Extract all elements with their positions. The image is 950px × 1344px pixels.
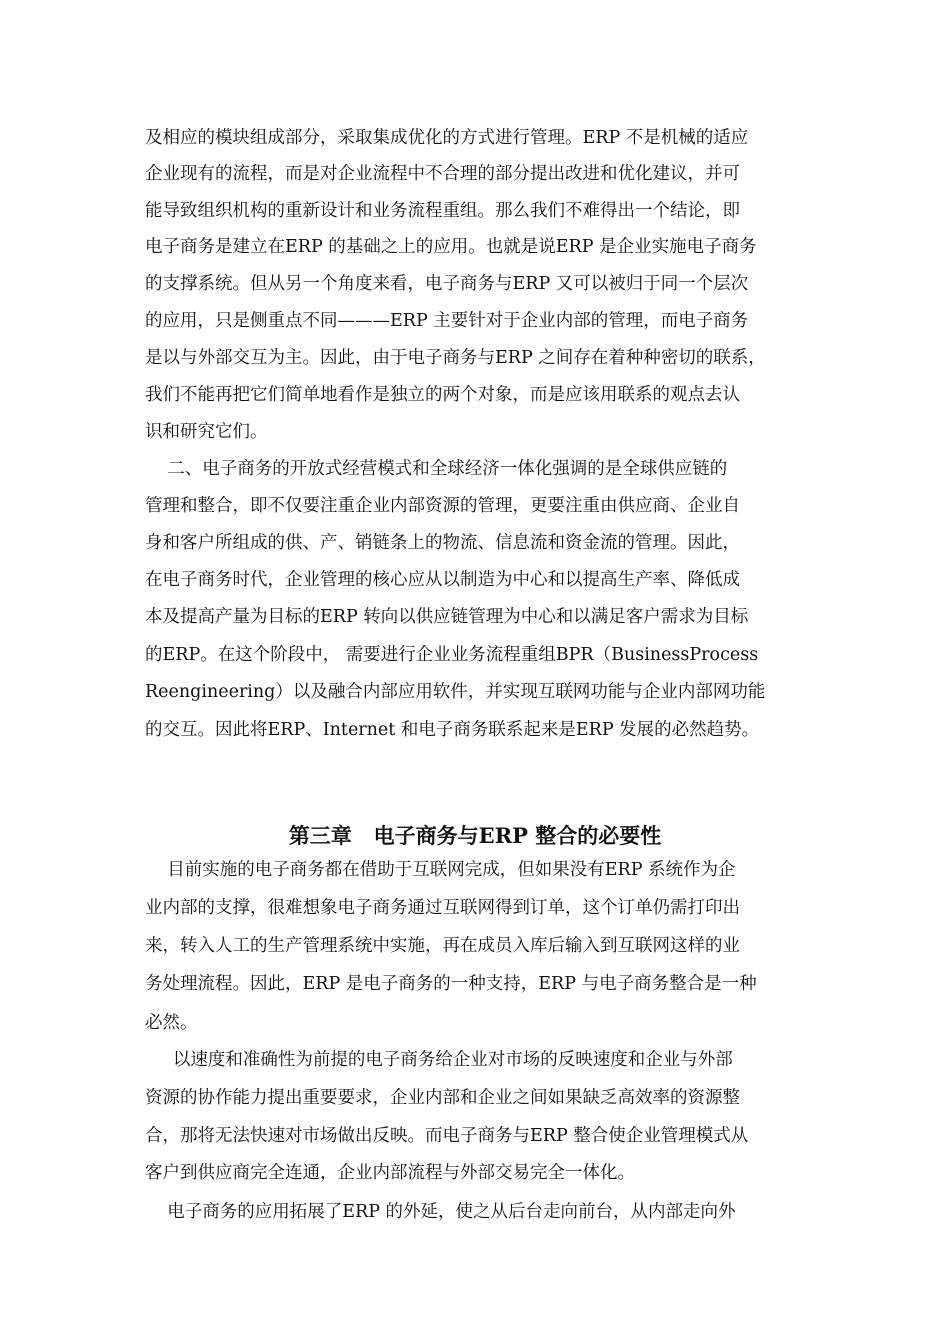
paragraph-line: 电子商务是建立在ERP 的基础之上的应用。也就是说ERP 是企业实施电子商务 (145, 237, 757, 257)
paragraph-line: 在电子商务时代，企业管理的核心应从以制造为中心和以提高生产率、降低成 (145, 570, 740, 590)
paragraph-line: 客户到供应商完全连通，企业内部流程与外部交易完全一体化。 (145, 1163, 635, 1183)
paragraph-line: Reengineering）以及融合内部应用软件，并实现互联网功能与企业内部网功能 (145, 682, 766, 702)
paragraph-line: 业内部的支撑，很难想象电子商务通过互联网得到订单，这个订单仍需打印出 (145, 898, 740, 918)
paragraph-line: 的支撑系统。但从另一个角度来看，电子商务与ERP 又可以被归于同一个层次 (145, 274, 749, 294)
paragraph-line: 我们不能再把它们简单地看作是独立的两个对象，而是应该用联系的观点去认 (145, 385, 740, 405)
paragraph-line: 合，那将无法快速对市场做出反映。而电子商务与ERP 整合使企业管理模式从 (145, 1126, 749, 1146)
paragraph-line: 及相应的模块组成部分，采取集成优化的方式进行管理。ERP 不是机械的适应 (145, 128, 749, 148)
paragraph-line: 二、电子商务的开放式经营模式和全球经济一体化强调的是全球供应链的 (145, 459, 728, 479)
paragraph-line: 务处理流程。因此，ERP 是电子商务的一种支持，ERP 与电子商务整合是一种 (145, 974, 757, 994)
paragraph-line: 来，转入人工的生产管理系统中实施，再在成员入库后输入到互联网这样的业 (145, 936, 740, 956)
paragraph-line: 是以与外部交互为主。因此，由于电子商务与ERP 之间存在着种种密切的联系， (145, 348, 766, 368)
paragraph-line: 的ERP。在这个阶段中， 需要进行企业业务流程重组BPR（BusinessProcess (145, 645, 759, 665)
paragraph-line: 管理和整合，即不仅要注重企业内部资源的管理，更要注重由供应商、企业自 (145, 496, 740, 516)
paragraph-line: 身和客户所组成的供、产、销链条上的物流、信息流和资金流的管理。因此， (145, 533, 740, 553)
paragraph-line: 的交互。因此将ERP、Internet 和电子商务联系起来是ERP 发展的必然趋势。 (145, 720, 760, 740)
paragraph-line: 能导致组织机构的重新设计和业务流程重组。那么我们不难得出一个结论，即 (145, 201, 740, 221)
paragraph-line: 电子商务的应用拓展了ERP 的外延，使之从后台走向前台，从内部走向外 (145, 1202, 736, 1222)
paragraph-line: 企业现有的流程，而是对企业流程中不合理的部分提出改进和优化建议，并可 (145, 164, 740, 184)
paragraph-line: 本及提高产量为目标的ERP 转向以供应链管理为中心和以满足客户需求为目标 (145, 607, 749, 627)
paragraph-line: 资源的协作能力提出重要要求，企业内部和企业之间如果缺乏高效率的资源整 (145, 1088, 740, 1108)
paragraph-line: 目前实施的电子商务都在借助于互联网完成，但如果没有ERP 系统作为企 (145, 860, 736, 880)
paragraph-line: 的应用，只是侧重点不同———ERP 主要针对于企业内部的管理，而电子商务 (145, 311, 749, 331)
paragraph-line: 必然。 (145, 1013, 198, 1033)
chapter-title: 第三章 电子商务与ERP 整合的必要性 (288, 823, 662, 848)
paragraph-line: 以速度和准确性为前提的电子商务给企业对市场的反映速度和企业与外部 (145, 1050, 733, 1070)
paragraph-line: 识和研究它们。 (145, 422, 268, 442)
